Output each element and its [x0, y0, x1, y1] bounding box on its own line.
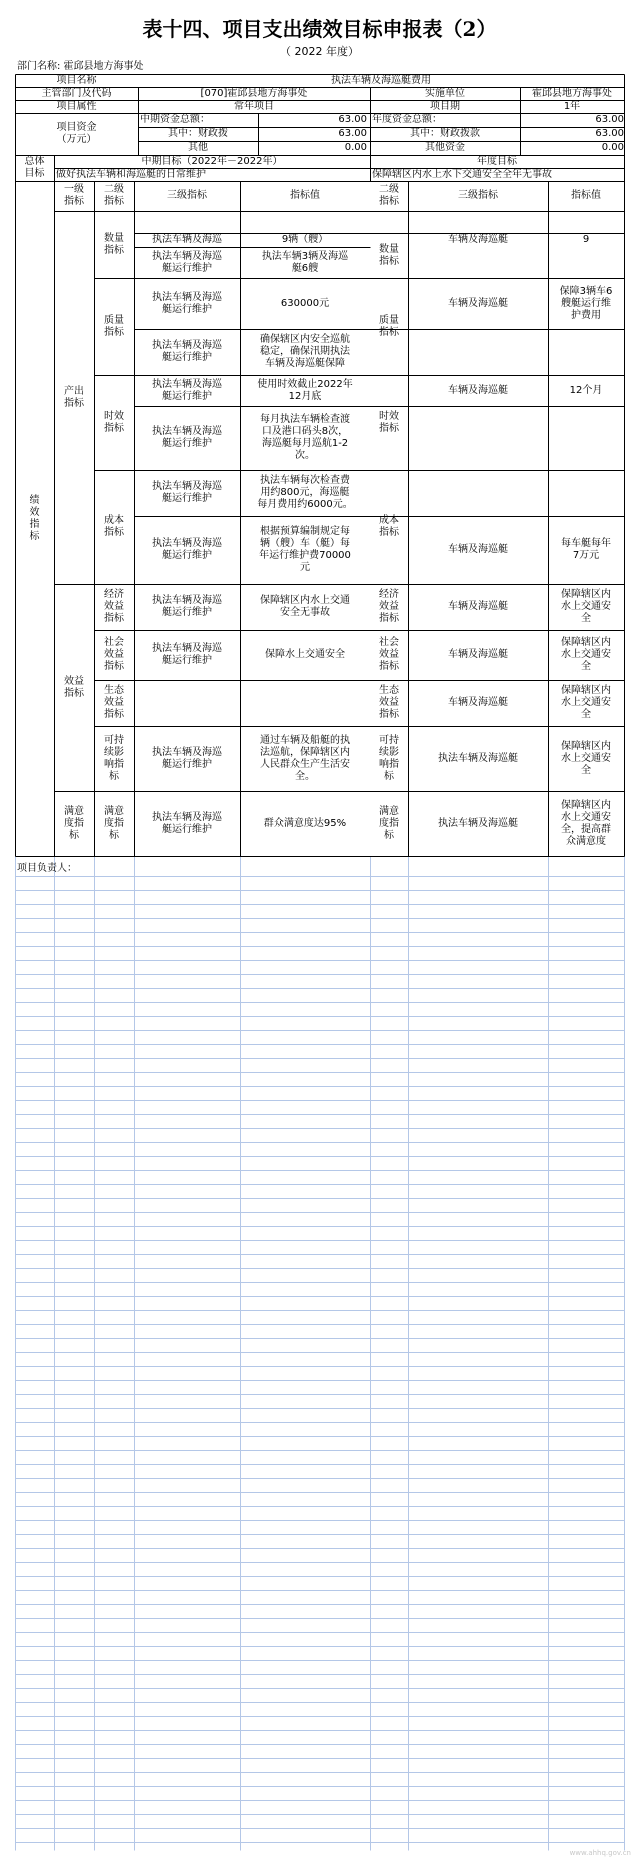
year-subtitle: （ 2022 年度）	[280, 45, 359, 58]
attr-value: 常年项目	[234, 100, 274, 112]
department-name: 部门名称: 霍邱县地方海事处	[17, 61, 144, 72]
quantity-level3-1: 执法车辆及海巡	[152, 234, 222, 245]
sustainability-label-year: 可持 续影 响指 标	[379, 734, 399, 782]
sustainability-level3-year: 执法车辆及海巡艇	[438, 752, 518, 764]
ecological-value-year: 保障辖区内 水上交通安 全	[561, 685, 611, 720]
ecological-benefit-label-year: 生态 效益 指标	[379, 685, 399, 720]
satisfaction-indicator-label: 满意 度指 标	[64, 805, 84, 841]
year-goal-text: 保障辖区内水上水下交通安全全年无事故	[372, 168, 552, 180]
watermark: www.ahhq.gov.cn	[569, 1849, 631, 1857]
social-value-year: 保障辖区内 水上交通安 全	[561, 637, 611, 672]
quality-level3-year: 车辆及海巡艇	[448, 297, 508, 309]
quantity-value-1: 9辆（艘）	[281, 234, 329, 245]
year-other-value: 0.00	[601, 142, 624, 153]
cost-level3-year: 车辆及海巡艇	[448, 544, 508, 555]
mid-other-label: 其他	[188, 142, 208, 153]
col-level1: 一级 指标	[64, 184, 84, 207]
project-manager-label: 项目负责人：	[17, 863, 77, 874]
timeliness-label-year: 时效 指标	[379, 410, 399, 434]
satisfaction-label-year: 满意 度指 标	[379, 805, 399, 841]
quality-label-year: 质量 指标	[379, 314, 399, 338]
economic-level3: 执法车辆及海巡 艇运行维护	[152, 595, 222, 618]
mid-goal-header: 中期目标（2022年－2022年）	[141, 155, 283, 167]
funds-label: 项目资金 （万元）	[56, 122, 97, 145]
ecological-benefit-label: 生态 效益 指标	[104, 685, 124, 720]
economic-benefit-label: 经济 效益 指标	[104, 589, 124, 624]
quality-level3-2: 执法车辆及海巡 艇运行维护	[152, 340, 222, 363]
quantity-value-2: 执法车辆3辆及海巡 艇6艘	[261, 250, 349, 274]
quality-value-2: 确保辖区内安全巡航 稳定，确保汛期执法 车辆及海巡艇保障	[260, 334, 350, 369]
economic-level3-year: 车辆及海巡艇	[448, 601, 508, 612]
impl-value: 霍邱县地方海事处	[532, 87, 612, 99]
mid-goal-text: 做好执法车辆和海巡艇的日常维护	[56, 168, 206, 180]
year-total-label: 年度资金总额：	[372, 114, 442, 125]
sustainability-label: 可持 续影 响指 标	[104, 734, 124, 782]
col-level2-year: 二级 指标	[379, 184, 399, 207]
satisfaction-label: 满意 度指 标	[104, 805, 124, 841]
satisfaction-level3-year: 执法车辆及海巡艇	[438, 817, 518, 829]
year-other-label: 其他资金	[425, 142, 465, 153]
sustainability-value: 通过车辆及船艇的执 法巡航，保障辖区内 人民群众生产生活安 全。	[260, 734, 350, 782]
timeliness-level3-1: 执法车辆及海巡 艇运行维护	[152, 378, 222, 402]
attr-label: 项目属性	[56, 100, 97, 112]
col-level3: 三级指标	[167, 190, 207, 201]
project-name-value: 执法车辆及海巡艇费用	[331, 74, 431, 86]
mid-fiscal-label: 其中：财政拨	[168, 128, 228, 139]
social-value: 保障水上交通安全	[265, 649, 345, 660]
cost-level3-2: 执法车辆及海巡 艇运行维护	[152, 538, 222, 561]
col-level2: 二级 指标	[104, 184, 124, 207]
period-value: 1年	[563, 100, 581, 112]
year-fiscal-label: 其中：财政拨款	[410, 128, 480, 139]
col-value-year: 指标值	[571, 190, 601, 201]
page-title: 表十四、项目支出绩效目标申报表（2）	[142, 17, 497, 41]
quality-value-year: 保障3辆车6 艘艇运行维 护费用	[559, 285, 613, 321]
social-benefit-label-year: 社会 效益 指标	[379, 637, 399, 672]
project-name-label: 项目名称	[56, 74, 97, 86]
cost-value-2: 根据预算编制规定每 辆（艘）车（艇）每 年运行维护费70000 元	[259, 526, 351, 573]
social-benefit-label: 社会 效益 指标	[104, 637, 124, 672]
timeliness-value-1: 使用时效截止2022年 12月底	[257, 378, 353, 402]
cost-level3-1: 执法车辆及海巡 艇运行维护	[152, 481, 222, 504]
overall-goal-label: 总体 目标	[24, 156, 45, 179]
satisfaction-value: 群众满意度达95%	[263, 817, 347, 829]
ecological-level3-year: 车辆及海巡艇	[448, 697, 508, 708]
mid-fiscal-value: 63.00	[338, 128, 367, 139]
timeliness-level3-2: 执法车辆及海巡 艇运行维护	[152, 426, 222, 449]
cost-label: 成本 指标	[104, 515, 124, 538]
dept-value: [070]霍邱县地方海事处	[200, 87, 308, 99]
cost-value-1: 执法车辆每次检查费 用约800元，海巡艇 每月费用约6000元。	[257, 475, 353, 510]
cost-label-year: 成本 指标	[379, 515, 399, 538]
timeliness-level3-year: 车辆及海巡艇	[448, 384, 508, 396]
year-total-value: 63.00	[595, 114, 624, 125]
quantity-level3-2: 执法车辆及海巡 艇运行维护	[152, 250, 222, 274]
economic-value: 保障辖区内水上交通 安全无事故	[260, 595, 350, 618]
satisfaction-level3: 执法车辆及海巡 艇运行维护	[152, 811, 222, 835]
cost-value-year: 每车艇每年 7万元	[561, 538, 611, 561]
performance-indicator-label: 绩 效 指 标	[29, 494, 40, 542]
satisfaction-value-year: 保障辖区内 水上交通安 全，提高群 众满意度	[561, 799, 611, 847]
sustainability-value-year: 保障辖区内 水上交通安 全	[561, 740, 611, 776]
year-fiscal-value: 63.00	[595, 128, 624, 139]
social-level3: 执法车辆及海巡 艇运行维护	[152, 643, 222, 666]
benefit-indicator-label: 效益 指标	[64, 675, 84, 699]
quality-level3-1: 执法车辆及海巡 艇运行维护	[152, 291, 222, 315]
quantity-label: 数量 指标	[104, 232, 124, 256]
economic-value-year: 保障辖区内 水上交通安 全	[561, 589, 611, 624]
quantity-value-year: 9	[582, 234, 590, 245]
quality-value-1: 630000元	[280, 297, 330, 309]
mid-total-value: 63.00	[338, 114, 367, 125]
timeliness-value-2: 每月执法车辆检查渡 口及港口码头8次， 海巡艇每月巡航1-2 次。	[260, 414, 350, 461]
social-level3-year: 车辆及海巡艇	[448, 649, 508, 660]
col-level3-year: 三级指标	[458, 190, 498, 201]
dept-label: 主管部门及代码	[41, 87, 112, 99]
impl-label: 实施单位	[425, 87, 465, 99]
output-indicator-label: 产出 指标	[64, 385, 84, 409]
col-value: 指标值	[290, 190, 320, 201]
sustainability-level3: 执法车辆及海巡 艇运行维护	[152, 746, 222, 770]
quality-label: 质量 指标	[104, 314, 124, 338]
period-label: 项目期	[430, 100, 460, 112]
quantity-level3-year: 车辆及海巡艇	[448, 234, 508, 245]
mid-other-value: 0.00	[344, 142, 367, 153]
quantity-label-year: 数量 指标	[379, 243, 399, 267]
year-goal-header: 年度目标	[477, 155, 517, 167]
timeliness-label: 时效 指标	[104, 410, 124, 434]
mid-total-label: 中期资金总额：	[140, 114, 210, 125]
economic-benefit-label-year: 经济 效益 指标	[379, 589, 399, 624]
timeliness-value-year: 12个月	[569, 384, 603, 396]
